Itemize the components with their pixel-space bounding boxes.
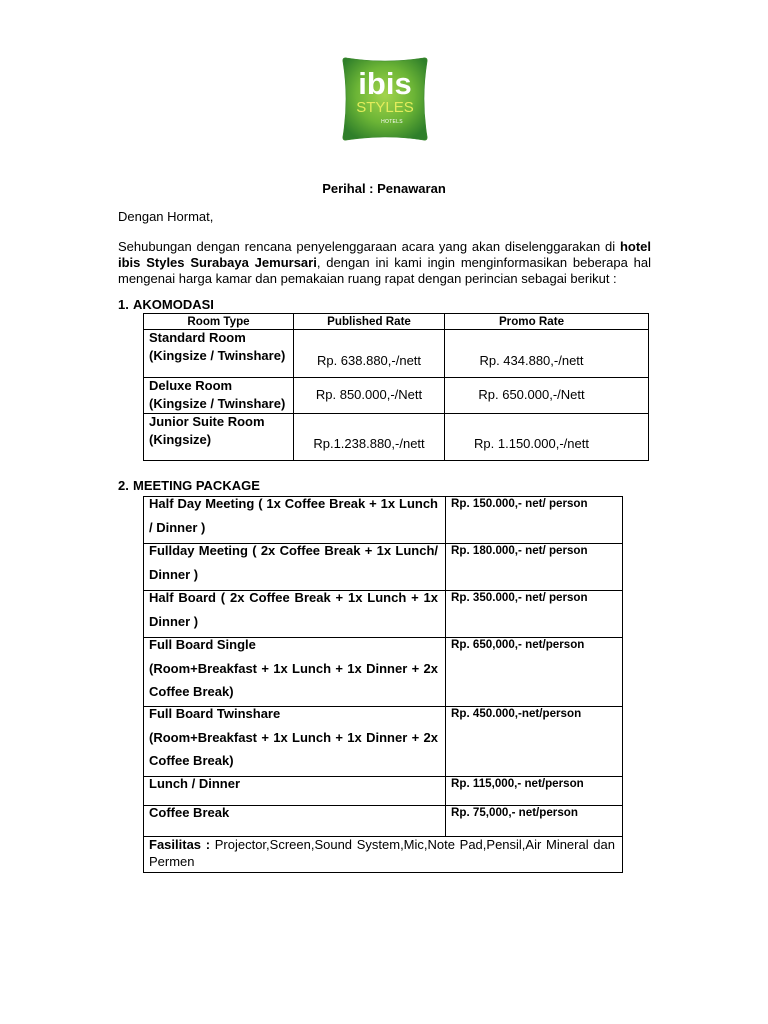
package-price: Rp. 350.000,- net/ person <box>446 591 623 638</box>
section-title: AKOMODASI <box>133 297 214 312</box>
package-name: Lunch / Dinner <box>149 776 240 791</box>
package-cell <box>144 497 446 544</box>
table-row <box>144 806 623 837</box>
room-type-cell <box>144 414 294 461</box>
package-detail: (Room+Breakfast + 1x Lunch + 1x Dinner + 2x Coffee Break) <box>149 729 438 768</box>
hotel-name: hotel ibis Styles Surabaya Jemursari <box>118 239 651 270</box>
package-price: Rp. 650,000,- net/person <box>446 638 623 707</box>
package-cell <box>144 544 446 591</box>
ibis-styles-logo <box>340 53 430 145</box>
table-row <box>144 414 649 461</box>
column-header-promo-rate: Promo Rate <box>445 314 649 330</box>
package-detail: (Room+Breakfast + 1x Lunch + 1x Dinner + 2x Coffee Break) <box>149 660 438 699</box>
table-row <box>144 591 623 638</box>
package-name: Half Day Meeting ( 1x Coffee Break + 1x Lunch / Dinner ) <box>149 496 438 535</box>
facilities-label: Fasilitas : <box>149 837 211 852</box>
package-cell <box>144 707 446 777</box>
facilities-row <box>144 837 623 873</box>
package-cell <box>144 806 446 837</box>
package-cell <box>144 591 446 638</box>
facilities-list: Projector,Screen,Sound System,Mic,Note Pad,Pensil,Air Mineral dan Permen <box>149 837 615 869</box>
room-detail: (Kingsize / Twinshare) <box>149 348 286 363</box>
logo-hotels-text: HOTELS <box>381 119 403 125</box>
package-cell <box>144 638 446 707</box>
intro-paragraph <box>118 239 651 287</box>
table-row <box>144 544 623 591</box>
published-rate-cell: Rp.1.238.880,-/nett <box>294 414 445 461</box>
room-name: Junior Suite Room <box>149 414 265 429</box>
room-detail: (Kingsize / Twinshare) <box>149 396 286 411</box>
greeting: Dengan Hormat, <box>118 209 214 224</box>
promo-rate-cell: Rp. 650.000,-/Nett <box>445 378 649 414</box>
package-name: Full Board Single <box>149 637 256 652</box>
logo-styles-text: STYLES <box>356 99 414 116</box>
section-number: 1. <box>118 297 129 312</box>
package-price: Rp. 450.000,-net/person <box>446 707 623 777</box>
room-name: Deluxe Room <box>149 378 233 393</box>
room-type-cell <box>144 378 294 414</box>
intro-text-before: Sehubungan dengan rencana penyelenggaraan acara yang akan diselenggarakan di <box>118 239 616 254</box>
table-row <box>144 638 623 707</box>
table-row <box>144 378 649 414</box>
meeting-package-table <box>143 496 623 873</box>
logo-brand-text: ibis <box>358 66 412 101</box>
section-title: MEETING PACKAGE <box>133 478 260 493</box>
promo-rate-cell: Rp. 434.880,-/nett <box>445 330 649 378</box>
room-type-cell <box>144 330 294 378</box>
package-name: Half Board ( 2x Coffee Break + 1x Lunch + 1x Dinner ) <box>149 590 438 629</box>
package-name: Fullday Meeting ( 2x Coffee Break + 1x Lunch/ Dinner ) <box>149 543 438 582</box>
package-price: Rp. 115,000,- net/person <box>446 777 623 806</box>
table-row <box>144 330 649 378</box>
facilities-cell <box>144 837 623 873</box>
accommodation-table <box>143 313 649 461</box>
table-row <box>144 497 623 544</box>
column-header-published-rate: Published Rate <box>294 314 445 330</box>
section-number: 2. <box>118 478 129 493</box>
package-price: Rp. 75,000,- net/person <box>446 806 623 837</box>
package-name: Coffee Break <box>149 805 230 820</box>
package-price: Rp. 180.000,- net/ person <box>446 544 623 591</box>
room-detail: (Kingsize) <box>149 432 212 447</box>
section-heading-accommodation <box>118 297 214 313</box>
table-row <box>144 707 623 777</box>
table-header-row <box>144 314 649 330</box>
published-rate-cell: Rp. 850.000,-/Nett <box>294 378 445 414</box>
promo-rate-cell: Rp. 1.150.000,-/nett <box>445 414 649 461</box>
published-rate-cell: Rp. 638.880,-/nett <box>294 330 445 378</box>
intro-text-after: , dengan ini kami ingin menginformasikan beberapa hal mengenai harga kamar dan pemakaian ruang rapat dengan perincian sebagai berikut : <box>118 255 651 286</box>
package-name: Full Board Twinshare <box>149 706 281 721</box>
package-price: Rp. 150.000,- net/ person <box>446 497 623 544</box>
subject-heading: Perihal : Penawaran <box>322 181 446 196</box>
room-name: Standard Room <box>149 330 246 345</box>
column-header-room-type: Room Type <box>144 314 294 330</box>
